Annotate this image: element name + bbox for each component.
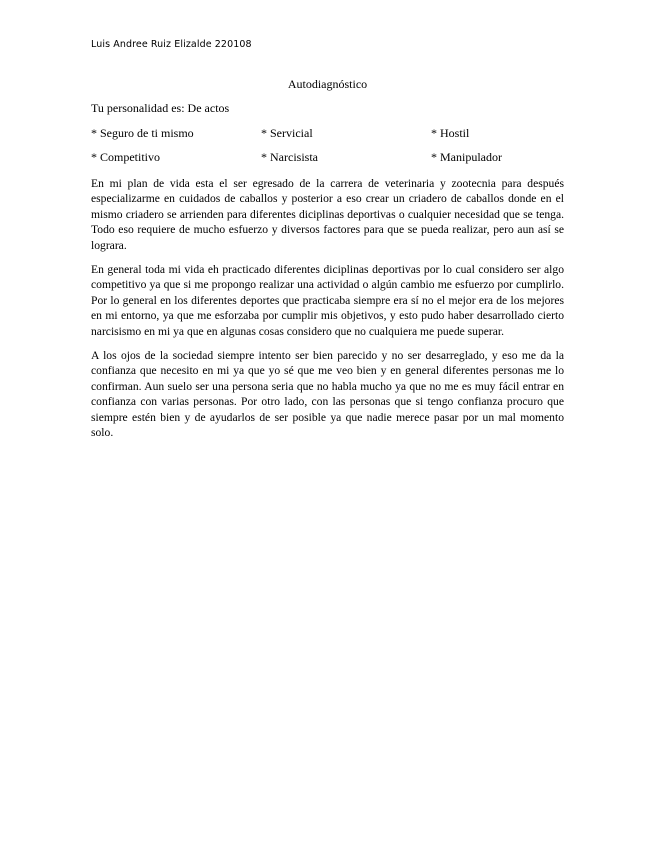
- paragraph: En general toda mi vida eh practicado diferentes diciplinas deportivas por lo cual considero ser algo competitivo ya que si me propongo realizar una actividad o algún cambio me esfuerzo por cumplirlo. Por lo general en los diferentes deportes que practicaba siempre era sí no el mejor era de los mejores en mi entorno, ya que me esforzaba por cumplir mis objetivos, y esto pudo haber desarrollado cierto narcisismo en mi ya que en algunas cosas considero que no cualquiera me puede superar.: [91, 263, 564, 338]
- trait-item: * Servicial: [261, 126, 313, 140]
- trait-item: * Competitivo: [91, 150, 160, 164]
- personality-line: Tu personalidad es: De actos: [91, 101, 230, 115]
- trait-item: * Manipulador: [431, 150, 502, 164]
- trait-item: * Seguro de ti mismo: [91, 126, 194, 140]
- paragraph: En mi plan de vida esta el ser egresado de la carrera de veterinaria y zootecnia para después especializarme en cuidados de caballos y posterior a eso crear un criadero de caballos donde en el mismo criadero se arrienden para diferentes diciplinas deportivas o cualquier necesidad que se tenga. Todo eso requiere de mucho esfuerzo y diversos factores para que se pueda realizar, pero aun así se lograra.: [91, 177, 564, 252]
- trait-item: * Hostil: [431, 126, 470, 140]
- body-text: [91, 176, 564, 450]
- trait-item: * Narcisista: [261, 150, 318, 164]
- paragraph: A los ojos de la sociedad siempre intento ser bien parecido y no ser desarreglado, y eso me da la confianza que necesito en mi ya que yo sé que me veo bien y en general diferentes personas me lo confirman. Aun suelo ser una persona seria que no habla mucho ya que no me es muy fácil entrar en confianza con varias personas. Por otro lado, con las personas que si tengo confianza procuro que siempre estén bien y de ayudarlos de ser posible ya que nadie merece pasar por un mal momento solo.: [91, 349, 564, 440]
- document-title: Autodiagnóstico: [287, 77, 368, 91]
- author-header: Luis Andree Ruiz Elizalde 220108: [91, 39, 252, 50]
